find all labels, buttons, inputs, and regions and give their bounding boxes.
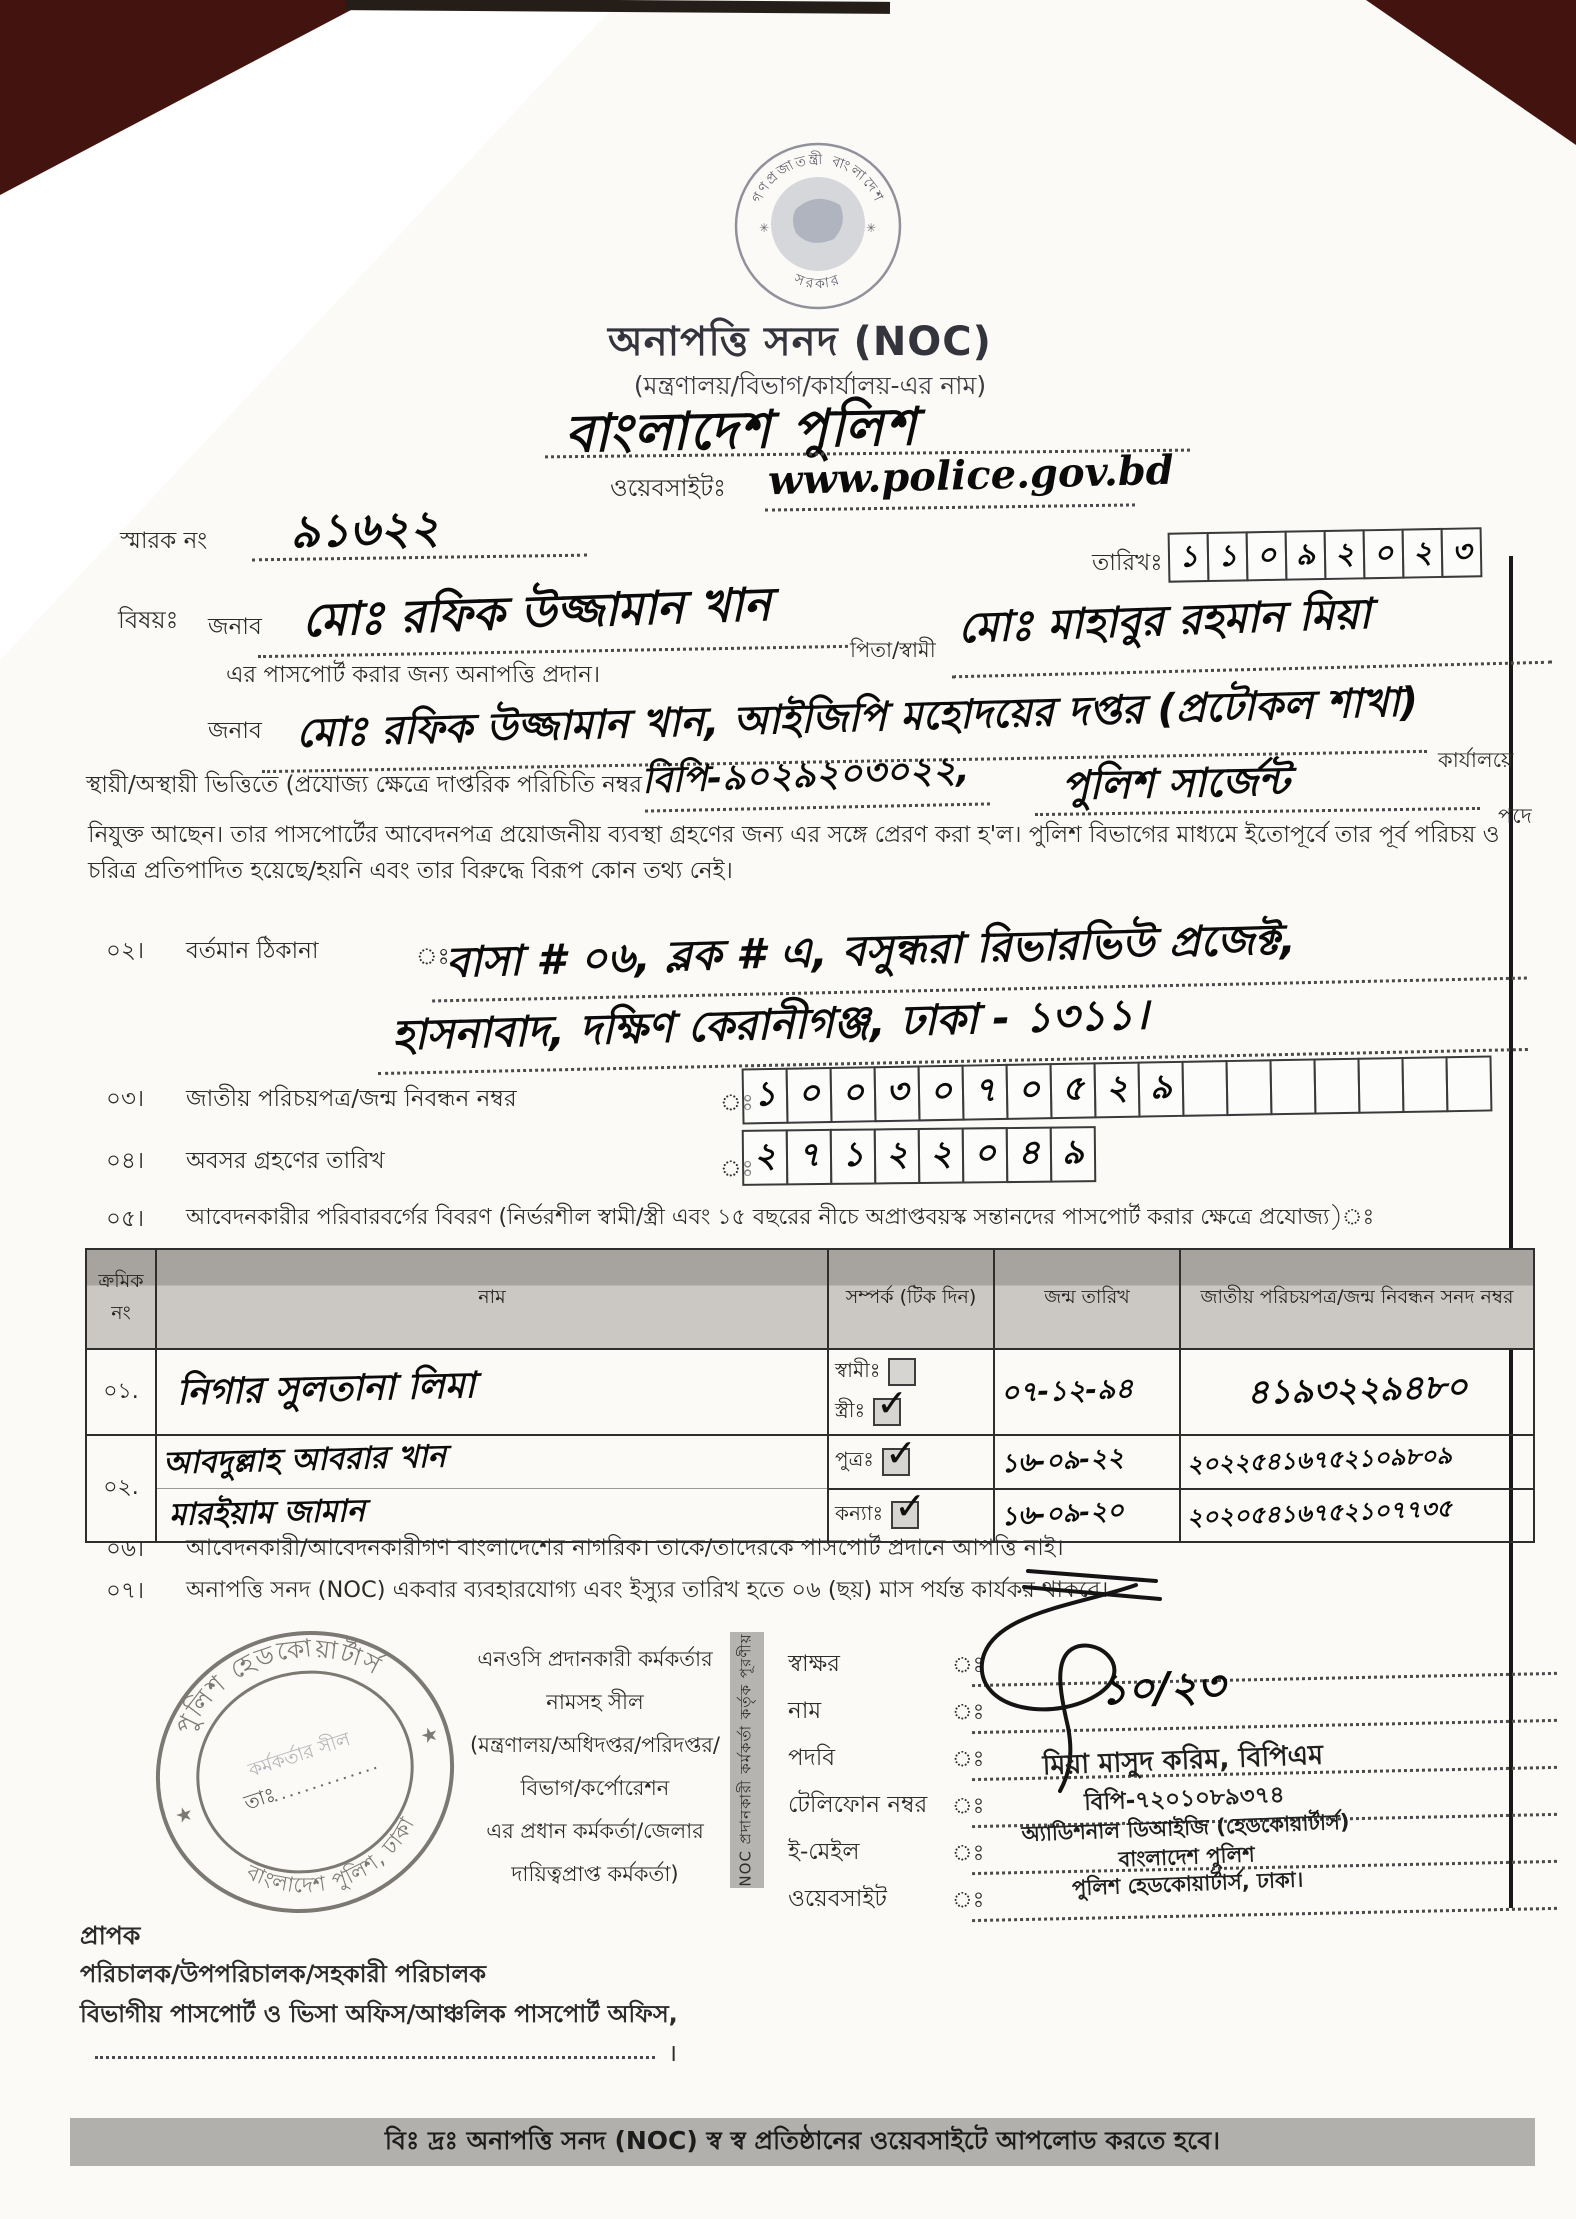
header-name: নাম xyxy=(156,1249,828,1349)
nid-digit-boxes xyxy=(742,1055,1491,1124)
daughter-checkbox xyxy=(891,1488,927,1529)
item05-number: ০৫। xyxy=(106,1206,145,1232)
memo-number-handwritten: ৯১৬২২ xyxy=(288,499,441,559)
issuer-line: বিভাগ/কর্পোরেশন xyxy=(520,1776,670,1801)
designation-handwritten: পুলিশ সার্জেন্ট xyxy=(1061,758,1290,810)
header-sl: ক্রমিক নং xyxy=(86,1249,156,1349)
nid-digit-box: ৭ xyxy=(962,1064,1009,1121)
nid-digit-box xyxy=(1269,1059,1316,1116)
retirement-digit-box: ২ xyxy=(742,1129,789,1185)
item05-label: আবেদনকারীর পরিবারবর্গের বিবরণ (নির্ভরশীল স্বামী/স্ত্রী এবং ১৫ বছরের নীচে অপ্রাপ্তবয়স্ক সন্তানদের পাসপোর্ট করার ক্ষেত্রে প্রযোজ্য)ঃ xyxy=(186,1205,1375,1230)
nid-digit-box xyxy=(1182,1060,1229,1117)
applicant-name-handwritten: মোঃ রফিক উজ্জামান খান xyxy=(301,576,772,648)
seal-arc-bottom-text: সরকার xyxy=(792,271,844,293)
recipient-dotted-line xyxy=(95,2056,655,2059)
retirement-digit-box: ৯ xyxy=(1050,1126,1097,1182)
item04-number: ০৪। xyxy=(106,1148,145,1174)
document-title: অনাপত্তি সনদ (NOC) xyxy=(608,319,992,365)
officer-stamp-line: বাংলাদেশ পুলিশ xyxy=(1118,1842,1256,1872)
issuer-line: (মন্ত্রণালয়/অধিদপ্তর/পরিদপ্তর/ xyxy=(470,1733,720,1758)
header-relation: সম্পর্ক (টিক দিন) xyxy=(828,1249,994,1349)
date-label: তারিখঃ xyxy=(1092,550,1163,576)
recipient-label: প্রাপক xyxy=(80,1921,141,1950)
nid-digit-box: ১ xyxy=(742,1068,789,1125)
item07-text: অনাপত্তি সনদ (NOC) একবার ব্যবহারযোগ্য এবং ইস্যুর তারিখ হতে ০৬ (ছয়) মাস পর্যন্ত কার্যকর থাকবে। xyxy=(186,1577,1109,1603)
svg-text:পুলিশ হেডকোয়ার্টার্স xyxy=(154,1606,395,1746)
retirement-digit-box: ৭ xyxy=(786,1129,833,1185)
vertical-note-text: NOC প্রদানকারী কর্মকর্তা কর্তৃক পূরণীয় xyxy=(736,1633,755,1887)
field-label-name: নাম xyxy=(788,1698,822,1724)
wife-checkbox xyxy=(873,1381,908,1426)
applicant-office-handwritten: মোঃ রফিক উজ্জামান খান, আইজিপি মহোদয়ের দপ্তর (প্রটোকল শাখা) xyxy=(295,679,1419,757)
item03-colon: ঃ xyxy=(720,1090,754,1116)
nid-digit-box xyxy=(1225,1059,1272,1116)
signature-date-handwritten: ১০/২৩ xyxy=(1099,1660,1226,1715)
stamp-date-label: তাঃ xyxy=(240,1782,279,1815)
date-digit-box: ০ xyxy=(1363,529,1405,580)
officer-stamp-line: অ্যাডিশনাল ডিআইজি (হেডকোয়ার্টার্স) xyxy=(1021,1809,1350,1847)
seal-asterisk-left-icon: ✳ xyxy=(759,221,770,235)
field-colon: ঃ xyxy=(952,1700,985,1725)
officer-stamp-line: মিয়া মাসুদ করিম, বিপিএম xyxy=(1042,1739,1324,1782)
memo-number-label: স্মারক নং xyxy=(120,528,208,554)
item06-number: ০৬। xyxy=(106,1536,145,1562)
field-label-website: ওয়েবসাইট xyxy=(788,1886,887,1912)
row2b-dob-handwritten: ১৬-০৯-২০ xyxy=(1000,1496,1125,1533)
date-digit-box: ৩ xyxy=(1441,527,1483,578)
retirement-digit-box: ২ xyxy=(918,1128,965,1184)
field-colon: ঃ xyxy=(952,1841,985,1866)
recipient-line2: বিভাগীয় পাসপোর্ট ও ভিসা অফিস/আঞ্চলিক পাসপোর্ট অফিস, xyxy=(80,2000,678,2028)
checkmark-icon: ✓ xyxy=(884,1435,917,1475)
checkmark-icon: ✓ xyxy=(876,1381,908,1425)
item02-number: ০২। xyxy=(106,938,145,964)
website-value-handwritten: www.police.gov.bd xyxy=(767,446,1175,505)
son-checkbox xyxy=(882,1435,917,1476)
retirement-digit-box: ০ xyxy=(962,1127,1009,1183)
field-colon: ঃ xyxy=(952,1747,985,1772)
seal-arc-top-text: গণপ্রজাতন্ত্রী বাংলাদেশ xyxy=(749,151,887,206)
document-subtitle: (মন্ত্রণালয়/বিভাগ/কার্যালয়-এর নাম) xyxy=(633,371,987,400)
nid-digit-box: ৯ xyxy=(1138,1061,1185,1118)
stamp-arc-bottom-text: বাংলাদেশ পুলিশ, ঢাকা xyxy=(243,1812,420,1898)
row2a-name-handwritten: আবদুল্লাহ আবরার খান xyxy=(162,1438,447,1482)
stamp-arc-top-text: পুলিশ হেডকোয়ার্টার্স xyxy=(169,1633,388,1739)
row1-sl: ০১. xyxy=(86,1349,156,1435)
date-digit-boxes xyxy=(1168,527,1481,582)
stamp-star-right-icon: ★ xyxy=(417,1720,442,1749)
designation-suffix-label: পদে xyxy=(1498,804,1532,828)
body-paragraph: নিযুক্ত আছেন। তার পাসপোর্টের আবেদনপত্র প্রয়োজনীয় ব্যবস্থা গ্রহণের জন্য এর সঙ্গে প্রেরণ করা হ'ল। পুলিশ বিভাগের মাধ্যমে ইতোপূর্বে তার পূর্ব পরিচয় ও চরিত্র প্রতিপাদিত হয়েছে/হয়নি এবং তার বিরুদ্ধে বিরূপ কোন তথ্য নেই। xyxy=(88,822,1500,884)
issuer-description xyxy=(430,1638,760,1896)
issuer-line: এনওসি প্রদানকারী কর্মকর্তার xyxy=(477,1647,713,1671)
officer-stamp-line: বিপি-৭২০১০৮৯৩৭৪ xyxy=(1083,1782,1286,1816)
footer-note-text: বিঃ দ্রঃ অনাপত্তি সনদ (NOC) স্ব স্ব প্রতিষ্ঠানের ওয়েবসাইটে আপলোড করতে হবে। xyxy=(384,2125,1221,2155)
officer-name-stamp xyxy=(917,1730,1452,1900)
footer-note-bar xyxy=(70,2118,1535,2166)
header-nid: জাতীয় পরিচয়পত্র/জন্ম নিবন্ধন সনদ নম্বর xyxy=(1180,1249,1534,1349)
vertical-note-strip xyxy=(730,1632,764,1888)
father-name-handwritten: মোঃ মাহাবুর রহমান মিয়া xyxy=(957,588,1372,653)
purpose-line: এর পাসপোর্ট করার জন্য অনাপত্তি প্রদান। xyxy=(226,662,601,688)
date-digit-box: ৯ xyxy=(1285,530,1327,581)
date-digit-box: ০ xyxy=(1246,531,1288,582)
row1-relation-cell xyxy=(828,1349,994,1435)
nid-digit-box xyxy=(1313,1058,1360,1115)
nid-digit-box: ৩ xyxy=(874,1065,921,1122)
row2b-nid-handwritten: ২০২০৫৪১৬৭৫২১০৭৭৩৫ xyxy=(1186,1494,1453,1532)
nid-digit-box: ০ xyxy=(918,1065,965,1122)
retirement-digit-box: ৪ xyxy=(1006,1127,1053,1183)
husband-label: স্বামীঃ xyxy=(835,1357,881,1382)
seal-asterisk-right-icon: ✳ xyxy=(866,221,877,235)
row1-dob-handwritten: ০৭-১২-৯৪ xyxy=(1000,1371,1134,1409)
date-digit-box: ১ xyxy=(1168,532,1210,583)
row2b-name-handwritten: মারইয়াম জামান xyxy=(168,1492,366,1533)
nid-digit-box xyxy=(1357,1057,1404,1114)
field-colon: ঃ xyxy=(952,1794,985,1819)
retirement-digit-box: ২ xyxy=(874,1128,921,1184)
scan-corner-top-right xyxy=(1366,0,1576,145)
basis-text: স্থায়ী/অস্থায়ী ভিত্তিতে (প্রযোজ্য ক্ষেত্রে দাপ্তরিক পরিচিতি নম্বর xyxy=(86,772,643,798)
item04-colon: ঃ xyxy=(720,1156,754,1182)
org-name-handwritten: বাংলাদেশ পুলিশ xyxy=(564,397,919,465)
officer-stamp-line: পুলিশ হেডকোয়ার্টার্স, ঢাকা। xyxy=(1071,1867,1304,1901)
salutation2-label: জনাব xyxy=(208,718,262,744)
stamp-inner-faint-text: কর্মকর্তার সীল xyxy=(245,1728,354,1782)
recipient-line1: পরিচালক/উপপরিচালক/সহকারী পরিচালক xyxy=(80,1960,486,1988)
issuer-line: এর প্রধান কর্মকর্তা/জেলার xyxy=(486,1819,704,1844)
item06-text: আবেদনকারী/আবেদনকারীগণ বাংলাদেশের নাগরিক। তাকে/তাদেরকে পাসপোর্ট প্রদানে আপত্তি নাই। xyxy=(186,1535,1064,1561)
nid-digit-box xyxy=(1445,1055,1492,1112)
item03-number: ০৩। xyxy=(106,1086,145,1112)
item02-colon: ঃ xyxy=(416,944,450,970)
government-seal-graphic xyxy=(726,134,910,318)
website-label: ওয়েবসাইটঃ xyxy=(610,474,726,502)
field-label-telephone: টেলিফোন নম্বর xyxy=(788,1792,928,1818)
svg-text:বাংলাদেশ পুলিশ, ঢাকা xyxy=(237,1807,432,1920)
subject-label: বিষয়ঃ xyxy=(118,606,179,634)
stamp-star-left-icon: ★ xyxy=(171,1800,197,1829)
son-label: পুত্রঃ xyxy=(835,1447,874,1472)
row1-name-handwritten: নিগার সুলতানা লিমা xyxy=(176,1365,476,1414)
bp-number-handwritten: বিপি-৯০২৯২০৩০২২, xyxy=(641,749,971,802)
issuer-line: দায়িত্বপ্রাপ্ত কর্মকর্তা) xyxy=(511,1862,679,1887)
retirement-digit-boxes xyxy=(742,1126,1095,1186)
nid-digit-box: ০ xyxy=(1006,1063,1053,1120)
nid-digit-box: ০ xyxy=(830,1066,877,1123)
nid-digit-box: ০ xyxy=(786,1067,833,1124)
svg-text:সরকার xyxy=(791,271,844,293)
field-colon: ঃ xyxy=(952,1653,985,1678)
wife-label: স্ত্রীঃ xyxy=(835,1397,866,1422)
website-dotted-line xyxy=(765,503,1135,511)
recipient-end-mark: । xyxy=(668,2039,678,2067)
field-label-designation: পদবি xyxy=(788,1745,836,1771)
row2a-nid-handwritten: ২০২২৫৪১৬৭৫২১০৯৮০৯ xyxy=(1186,1441,1453,1479)
field-colon: ঃ xyxy=(952,1888,985,1913)
header-dob: জন্ম তারিখ xyxy=(994,1249,1180,1349)
government-seal xyxy=(726,134,910,318)
office-suffix-label: কার্যালয়ে xyxy=(1438,748,1514,772)
address-line1-handwritten: বাসা # ০৬, ব্লক # এ, বসুন্ধরা রিভারভিউ প্রজেক্ট, xyxy=(445,914,1297,987)
daughter-label: কন্যাঃ xyxy=(835,1500,884,1525)
row2a-dob-handwritten: ১৬-০৯-২২ xyxy=(1000,1442,1125,1479)
father-husband-label: পিতা/স্বামী xyxy=(850,638,936,662)
date-digit-box: ১ xyxy=(1207,531,1249,582)
row2-sl: ০২. xyxy=(86,1435,156,1542)
retirement-digit-box: ১ xyxy=(830,1128,877,1184)
family-table xyxy=(85,1248,1535,1543)
nid-digit-box: ৫ xyxy=(1050,1062,1097,1119)
field-label-signature: স্বাক্ষর xyxy=(788,1651,840,1677)
nid-digit-box xyxy=(1401,1056,1448,1113)
field-label-email: ই-মেইল xyxy=(788,1839,860,1865)
row2a-relation-cell xyxy=(828,1435,994,1489)
item03-label: জাতীয় পরিচয়পত্র/জন্ম নিবন্ধন নম্বর xyxy=(186,1086,517,1112)
salutation-label: জনাব xyxy=(208,614,262,640)
date-digit-box: ২ xyxy=(1402,528,1444,579)
issuer-line: নামসহ সীল xyxy=(546,1690,644,1715)
item07-number: ০৭। xyxy=(106,1578,145,1604)
item02-label: বর্তমান ঠিকানা xyxy=(186,938,319,964)
item04-label: অবসর গ্রহণের তারিখ xyxy=(186,1148,385,1174)
row1-nid-handwritten: ৪১৯৩২২৯৪৮০ xyxy=(1246,1366,1468,1413)
website-dotted-line-2 xyxy=(972,1907,1557,1922)
nid-digit-box: ২ xyxy=(1094,1062,1141,1119)
date-digit-box: ২ xyxy=(1324,529,1366,580)
address-line2-handwritten: হাসনাবাদ, দক্ষিণ কেরানীগঞ্জ, ঢাকা - ১৩১১। xyxy=(391,989,1150,1060)
checkmark-icon: ✓ xyxy=(894,1488,927,1529)
